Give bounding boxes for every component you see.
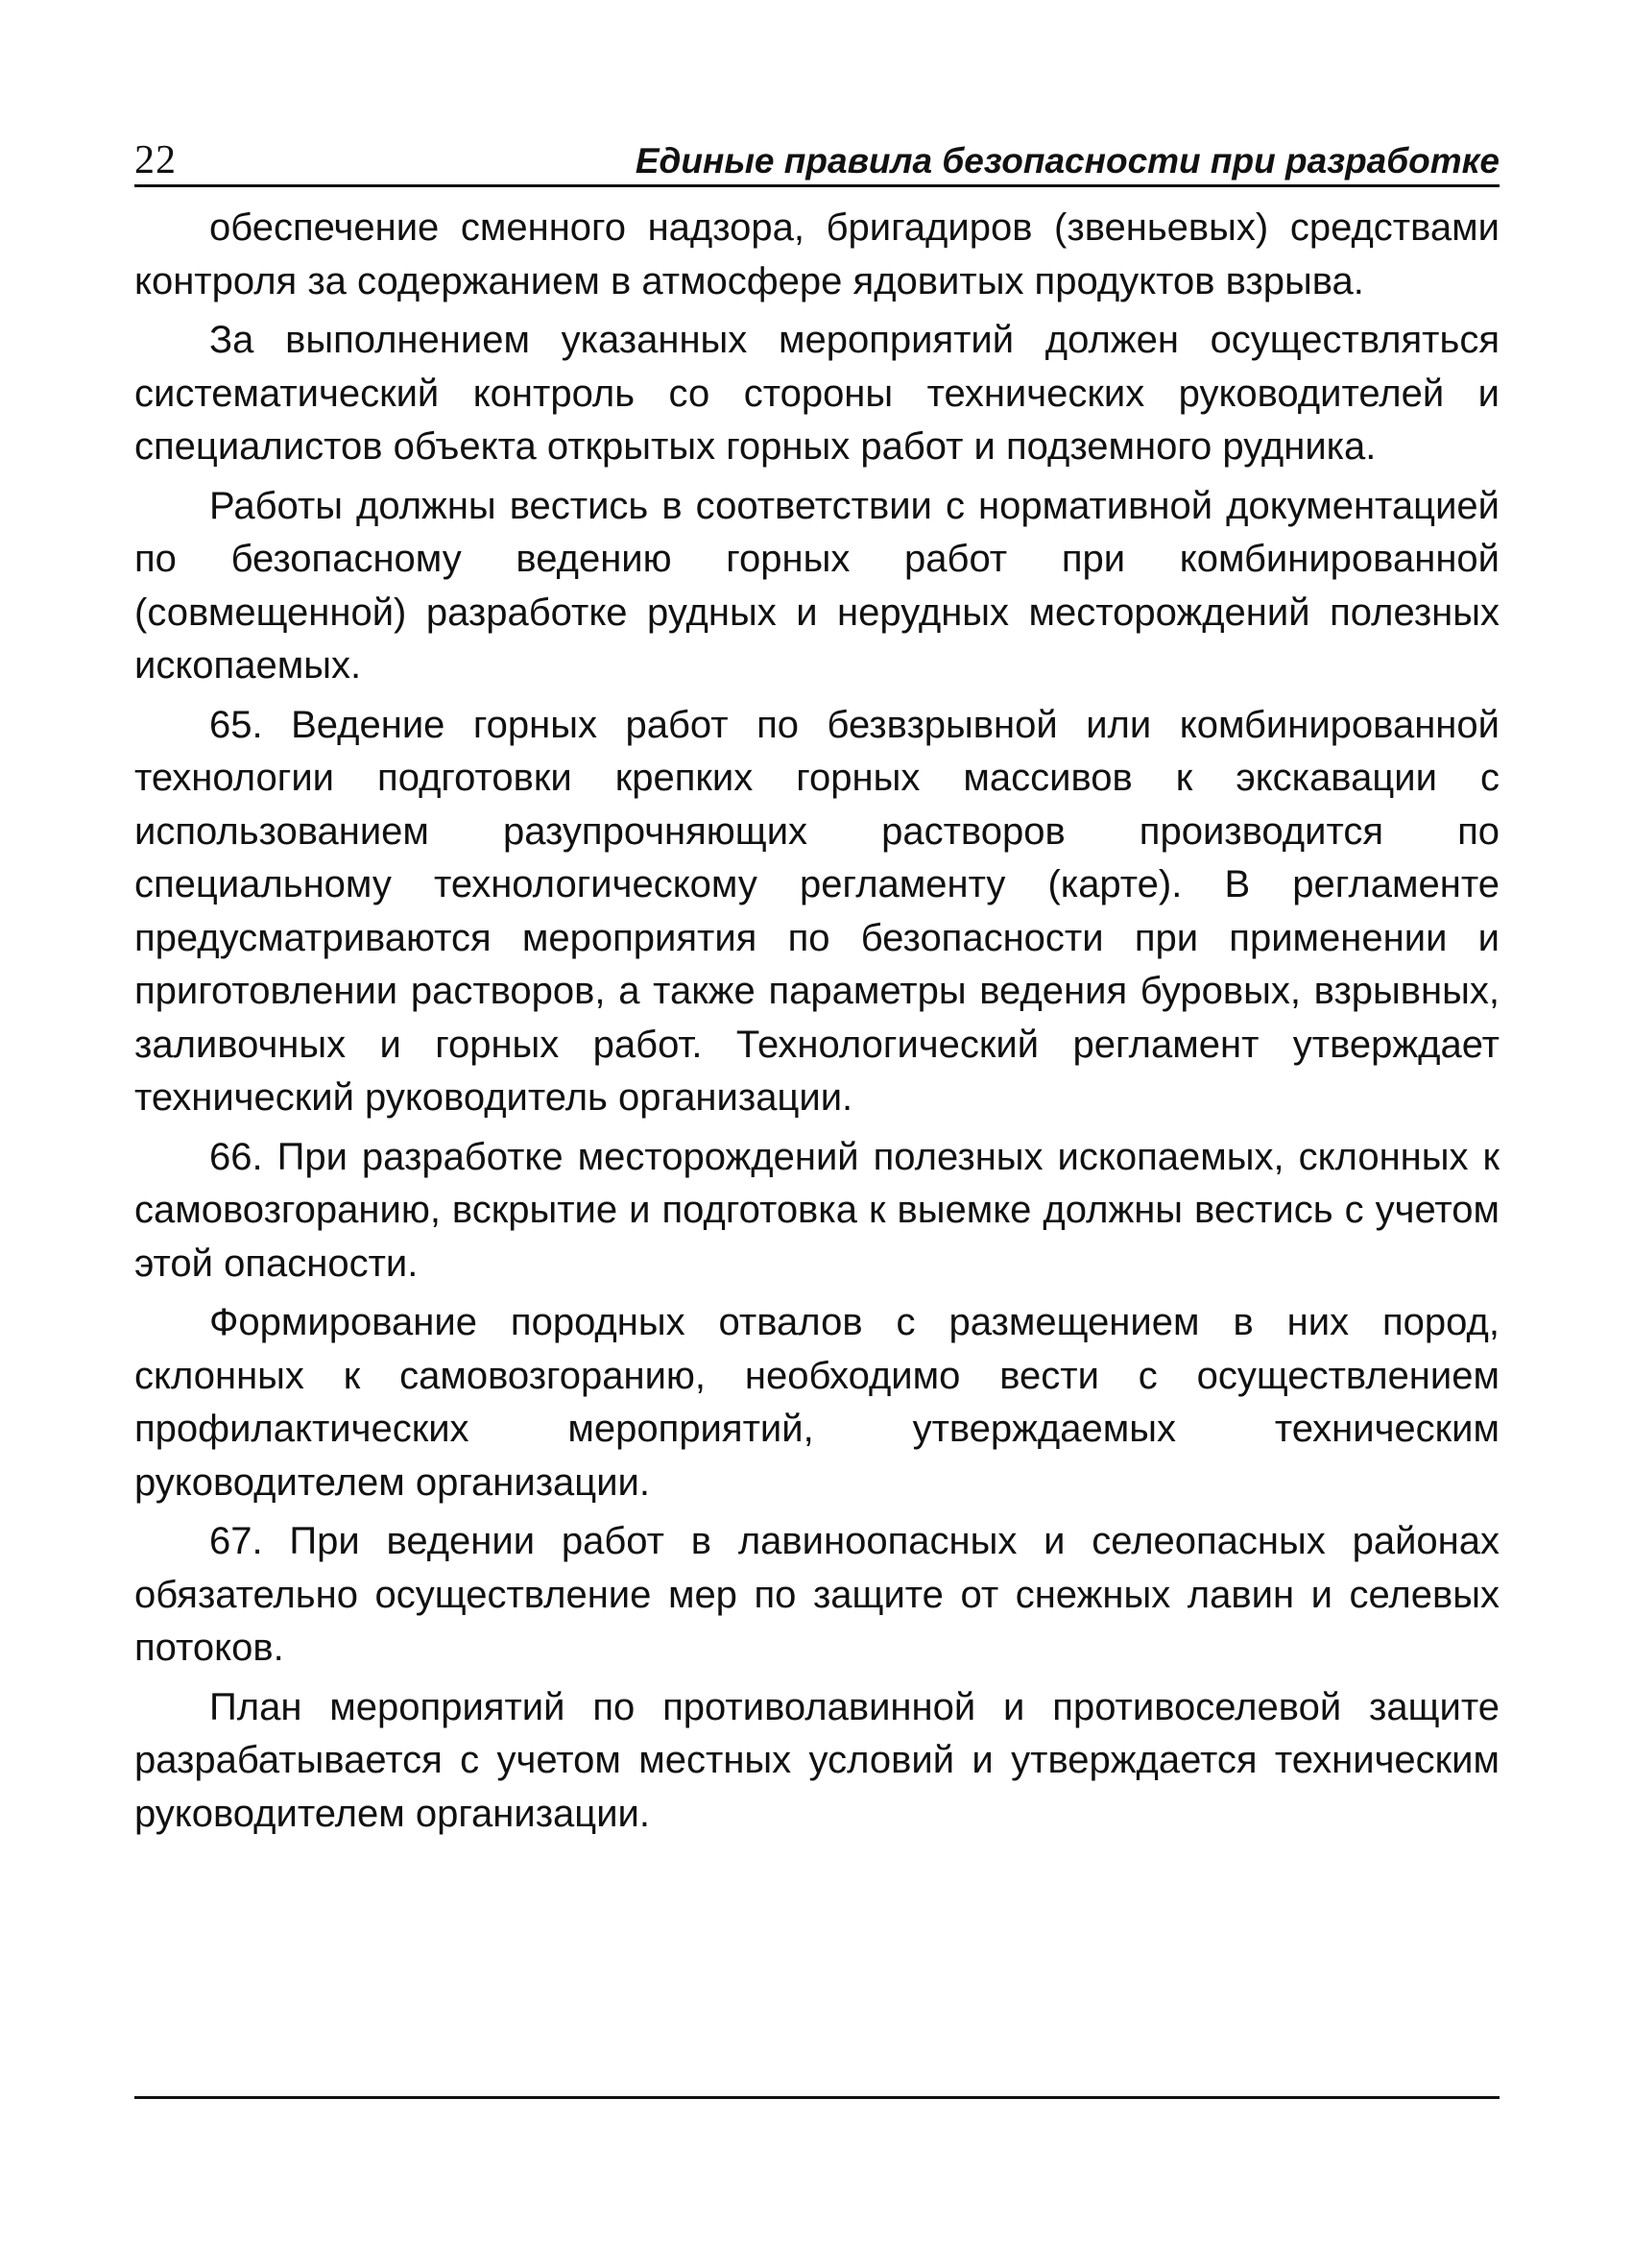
bottom-divider: [134, 2096, 1500, 2099]
paragraph-control: За выполнением указанных мероприятий должен осуществляться систематический контроль со стороны технических руководителей и специалистов объекта открытых горных работ и подземного рудника.: [134, 319, 1500, 468]
paragraph-item-67: 67. При ведении работ в лавиноопасных и селеопасных районах обязательно осуществление мер по защите от снежных лавин и селевых потоков.: [134, 1520, 1500, 1669]
paragraph-documentation: Работы должны вестись в соответствии с нормативной документацией по безопасному ведению горных работ при комбинированной (совмещенной) разработке рудных и нерудных месторождений полезных ископаемых.: [134, 484, 1500, 687]
running-header: [134, 127, 1500, 187]
header-title: Единые правила безопасности при разработке: [635, 141, 1500, 181]
paragraph-continuation: обеспечение сменного надзора, бригадиров (звеньевых) средствами контроля за содержанием в атмосфере ядовитых продуктов взрыва.: [134, 206, 1500, 302]
paragraph-item-65: 65. Ведение горных работ по безвзрывной или комбинированной технологии подготовки крепких горных массивов к экскавации с использованием разупрочняющих растворов производится по специальному технологическому регламенту (карте). В регламенте предусматриваются мероприятия по безопасности при применении и приготовлении растворов, а также параметры ведения буровых, взрывных, заливочных и горных работ. Технологический регламент утверждает технический руководитель организации.: [134, 703, 1500, 1119]
paragraph-dumps: Формирование породных отвалов с размещением в них пород, склонных к самовозгоранию, необходимо вести с осуществлением профилактических мероприятий, утверждаемых техническим руководителем организации.: [134, 1301, 1500, 1504]
paragraph-item-66: 66. При разработке месторождений полезных ископаемых, склонных к самовозгоранию, вскрытие и подготовка к выемке должны вестись с учетом этой опасности.: [134, 1135, 1500, 1285]
paragraph-plan: План мероприятий по противолавинной и противоселевой защите разрабатывается с учетом местных условий и утверждается техническим руководителем организации.: [134, 1685, 1500, 1835]
page-number: 22: [134, 138, 177, 182]
body-text: [134, 202, 1500, 1846]
